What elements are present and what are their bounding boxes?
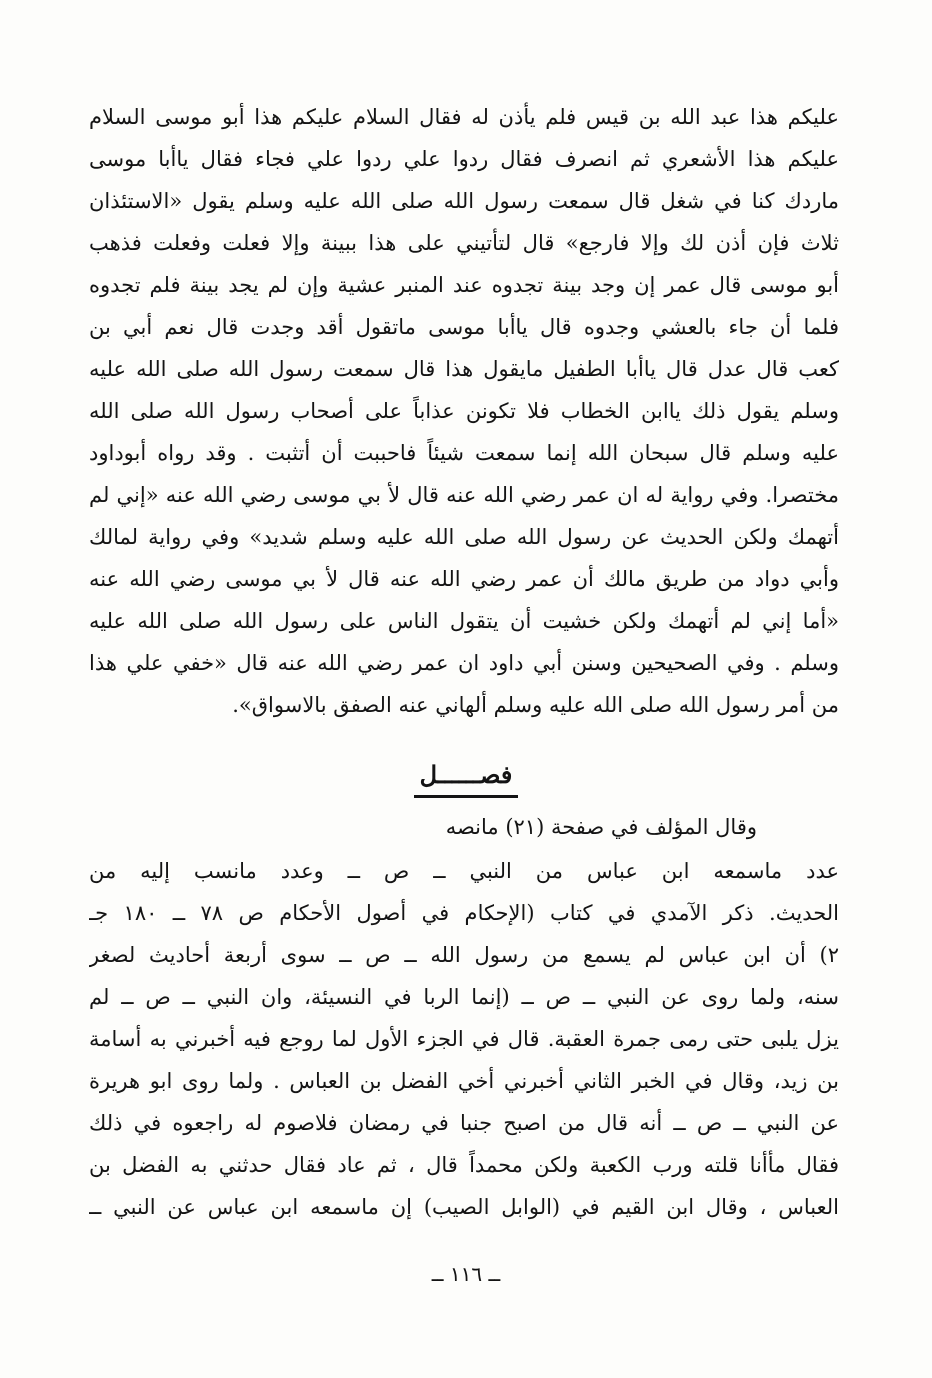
text-line: أتهمك ولكن الحديث عن رسول الله صلى الله عليه وسلم شديد» وفي رواية لمالك — [89, 525, 839, 549]
text-line: بن زيد، وقال في الخبر الثاني أخبرني أخي الفضل بن العباس . ولما روى ابو هريرة — [89, 1069, 839, 1093]
text-line: وسلم . وفي الصحيحين وسنن أبي داود ان عمر رضي الله عنه قال «خفي علي هذا — [89, 651, 839, 675]
text-line: فلما أن جاء بالعشي وجدوه قال ياأبا موسى ماتقول أقد وجدت قال نعم أبي بن — [89, 315, 839, 339]
text-line: أبو موسى قال عمر إن وجد بينة تجدوه عند المنبر عشية وإن لم يجد بينة فلم تجدوه — [89, 273, 839, 297]
text-line: عليكم هذا الأشعري ثم انصرف فقال ردوا علي ردوا علي فجاء فقال ياأبا موسى — [89, 147, 839, 171]
top-paragraph — [89, 96, 839, 726]
text-line: من أمر رسول الله صلى الله عليه وسلم ألهاني عنه الصفق بالاسواق». — [232, 693, 839, 717]
section-heading — [0, 757, 932, 798]
text-line: ثلاث فإن أذن لك وإلا فارجع» قال لتأتيني على هذا ببينة وإلا فعلت وفعلت فذهب — [89, 231, 839, 255]
text-line: عليكم هذا عبد الله بن قيس فلم يأذن له فقال السلام عليكم هذا أبو موسى السلام — [89, 105, 839, 129]
text-line: يزل يلبى حتى رمى جمرة العقبة. قال في الجزء الأول لما روجع فيه أخبرني به أسامة — [89, 1027, 839, 1051]
section-heading-text: فصــــــل — [414, 757, 519, 798]
text-line: عدد ماسمعه ابن عباس من النبي ــ ص ــ وعدد مانسب إليه من — [89, 859, 839, 883]
page-number: ــ ١١٦ ــ — [431, 1262, 501, 1286]
text-line: ماردك كنا في شغل قال سمعت رسول الله صلى الله عليه وسلم يقول «الاستئذان — [89, 189, 839, 213]
text-line: فقال مأأنا قلته ورب الكعبة ولكن محمداً قال ، ثم عاد فقال حدثني به الفضل بن — [89, 1153, 839, 1177]
text-line: «أما إني لم أتهمك ولكن خشيت أن يتقول الناس على رسول الله صلى الله عليه — [89, 609, 839, 633]
text-line: وأبي دواد من طريق مالك أن عمر رضي الله عنه قال لأ بي موسى رضي الله عنه — [89, 567, 839, 591]
text-line: الحديث. ذكر الآمدي في كتاب (الإحكام في أصول الأحكام ص ٧٨ ــ ١٨٠ جـ — [89, 901, 839, 925]
bottom-paragraph — [89, 850, 839, 1228]
text-line: وسلم يقول ذلك ياابن الخطاب فلا تكونن عذاباً على أصحاب رسول الله صلى الله — [89, 399, 839, 423]
text-line: عن النبي ــ ص ــ أنه قال من اصبح جنبا في رمضان فلاصوم له راجعوه في ذلك — [89, 1111, 839, 1135]
text-line: عليه وسلم قال سبحان الله إنما سمعت شيئاً فاحببت أن أتثبت . وقد رواه أبوداود — [89, 441, 839, 465]
text-line: مختصرا. وفي رواية له ان عمر رضي الله عنه قال لأ بي موسى رضي الله عنه «إني لم — [89, 483, 839, 507]
text-line: كعب قال عدل قال ياأبا الطفيل مايقول هذا قال سمعت رسول الله صلى الله عليه — [89, 357, 839, 381]
text-line: سنه، ولما روى عن النبي ــ ص ــ (إنما الربا في النسيئة، وان النبي ــ ص ــ لم — [89, 985, 839, 1009]
text-line: العباس ، وقال ابن القيم في (الوابل الصيب) إن ماسمعه ابن عباس عن النبي ــ — [89, 1195, 839, 1219]
section-subtitle: وقال المؤلف في صفحة (٢١) مانصه — [445, 815, 757, 839]
text-line: ٢) أن ابن عباس لم يسمع من رسول الله ــ ص ــ سوى أربعة أحاديث لصغر — [89, 943, 839, 967]
